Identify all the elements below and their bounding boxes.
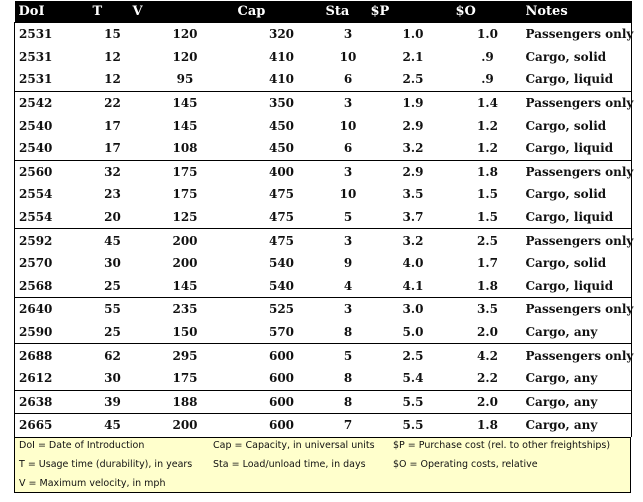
cell-p: 2.5 [402,72,424,87]
cell-doi: 2638 [15,390,93,414]
cell-doi: 2554 [15,183,93,206]
cell-v: 188 [133,390,238,414]
cell-p: 4.0 [402,256,424,271]
cell-doi: 2531 [15,68,93,91]
cell-cap: 350 [238,91,326,114]
cell-sta: 4 [343,278,353,293]
cell-cap: 570 [268,325,295,340]
table-row [15,91,632,114]
cell-notes: Cargo, any [520,367,632,390]
cell-o: .9 [481,49,494,64]
cell-v: 235 [133,298,238,321]
cell-sta: 10 [339,49,357,64]
cell-notes: Cargo, liquid [520,68,632,91]
cell-o: 1.7 [477,256,498,271]
legend-cap: Cap = Capacity, in universal units [213,439,375,451]
cell-cap: 320 [238,23,326,46]
cell-o: 1.0 [456,23,520,46]
cell-sta: 3 [326,23,371,46]
cell-doi: 2560 [15,160,93,183]
cell-notes: Cargo, solid [520,183,632,206]
cell-notes: Passengers only [520,23,632,46]
cell-t: 32 [93,160,133,183]
table-row [15,46,632,69]
cell-sta: 6 [343,72,353,87]
cell-cap: 600 [238,390,326,414]
cell-t: 25 [104,325,121,340]
cell-cap: 475 [238,229,326,252]
table-row [15,414,632,437]
cell-v: 175 [172,187,198,202]
cell-notes: Cargo, liquid [520,206,632,229]
cell-doi: 2540 [15,114,93,137]
cell-sta: 3 [326,229,371,252]
freightship-table-container [14,1,634,491]
cell-sta: 3 [326,91,371,114]
cell-sta: 6 [343,141,353,156]
cell-doi: 2665 [15,414,93,437]
table-row [15,252,632,275]
cell-t: 12 [104,49,121,64]
cell-v: 108 [172,141,198,156]
cell-notes: Cargo, liquid [520,137,632,160]
cell-v: 295 [133,344,238,367]
cell-p: 2.9 [402,118,424,133]
header-notes: Notes [520,1,632,23]
legend-p: $P = Purchase cost (rel. to other freightships) [393,439,611,451]
table-row [15,23,632,46]
legend-t: T = Usage time (durability), in years [19,458,193,470]
cell-p: 5.5 [371,414,456,437]
cell-o: 1.5 [477,187,498,202]
freightship-table [14,1,632,437]
cell-sta: 10 [339,187,357,202]
cell-sta: 5 [343,210,353,225]
cell-p: 2.1 [402,49,424,64]
header-p: $P [371,1,456,23]
cell-p: 5.5 [371,390,456,414]
cell-t: 17 [104,141,121,156]
cell-t: 30 [104,371,121,386]
cell-o: 2.2 [477,371,498,386]
table-row [15,390,632,414]
cell-doi: 2554 [15,206,93,229]
table-row [15,137,632,160]
cell-cap: 475 [268,210,295,225]
cell-v: 200 [172,256,198,271]
table-row [15,321,632,344]
cell-v: 175 [172,371,198,386]
cell-p: 2.9 [371,160,456,183]
cell-doi: 2592 [15,229,93,252]
cell-p: 1.9 [371,91,456,114]
cell-v: 200 [133,414,238,437]
cell-p: 5.0 [402,325,424,340]
cell-p: 3.0 [371,298,456,321]
header-doi: DoI [15,1,93,23]
legend-doi: DoI = Date of Introduction [19,439,145,451]
cell-v: 175 [133,160,238,183]
cell-p: 1.0 [371,23,456,46]
cell-v: 145 [172,118,198,133]
legend-o: $O = Operating costs, relative [393,458,538,470]
legend-box [14,437,631,493]
table-row [15,68,632,91]
cell-t: 12 [104,72,121,87]
cell-sta: 9 [343,256,353,271]
table-row [15,298,632,321]
cell-t: 17 [104,118,121,133]
cell-t: 62 [93,344,133,367]
cell-doi: 2531 [15,46,93,69]
cell-o: 2.5 [456,229,520,252]
cell-cap: 600 [268,371,295,386]
cell-v: 145 [133,91,238,114]
cell-notes: Passengers only [520,229,632,252]
cell-cap: 400 [238,160,326,183]
cell-t: 22 [93,91,133,114]
cell-o: 1.8 [456,160,520,183]
cell-notes: Cargo, any [520,321,632,344]
cell-notes: Cargo, solid [520,252,632,275]
cell-t: 23 [104,187,121,202]
header-sta: Sta [326,1,371,23]
cell-p: 3.2 [371,229,456,252]
cell-p: 3.7 [402,210,424,225]
cell-o: 3.5 [456,298,520,321]
cell-v: 150 [172,325,198,340]
cell-notes: Passengers only [520,344,632,367]
cell-sta: 8 [343,325,353,340]
cell-t: 45 [93,414,133,437]
cell-notes: Passengers only [520,298,632,321]
cell-doi: 2612 [15,367,93,390]
cell-cap: 450 [268,118,295,133]
table-row [15,183,632,206]
cell-sta: 8 [343,371,353,386]
cell-t: 55 [93,298,133,321]
cell-notes: Cargo, solid [520,114,632,137]
cell-notes: Passengers only [520,91,632,114]
table-row [15,367,632,390]
cell-p: 3.5 [402,187,424,202]
cell-p: 5.4 [402,371,424,386]
cell-doi: 2640 [15,298,93,321]
cell-sta: 7 [326,414,371,437]
cell-v: 120 [133,23,238,46]
cell-cap: 410 [268,72,295,87]
cell-sta: 3 [326,298,371,321]
table-row [15,275,632,298]
cell-notes: Cargo, solid [520,46,632,69]
cell-o: 1.5 [477,210,498,225]
cell-sta: 8 [326,390,371,414]
cell-doi: 2570 [15,252,93,275]
cell-v: 120 [172,49,198,64]
cell-cap: 600 [238,414,326,437]
cell-t: 39 [93,390,133,414]
cell-cap: 525 [238,298,326,321]
table-row [15,160,632,183]
cell-cap: 540 [268,256,295,271]
cell-doi: 2531 [15,23,93,46]
cell-sta: 5 [326,344,371,367]
cell-notes: Cargo, liquid [520,275,632,298]
cell-cap: 600 [238,344,326,367]
cell-cap: 450 [268,141,295,156]
cell-o: 1.8 [477,278,498,293]
cell-doi: 2688 [15,344,93,367]
cell-t: 45 [93,229,133,252]
cell-o: 4.2 [456,344,520,367]
legend-v: V = Maximum velocity, in mph [19,477,166,489]
table-row [15,206,632,229]
cell-notes: Passengers only [520,160,632,183]
cell-o: 2.0 [456,390,520,414]
header-t: T [93,1,133,23]
cell-doi: 2540 [15,137,93,160]
cell-sta: 10 [339,118,357,133]
table-row [15,344,632,367]
cell-cap: 475 [268,187,295,202]
cell-o: 1.2 [477,141,498,156]
legend-sta: Sta = Load/unload time, in days [213,458,366,470]
cell-doi: 2568 [15,275,93,298]
cell-p: 4.1 [402,278,424,293]
cell-v: 200 [133,229,238,252]
header-v: V [133,1,238,23]
cell-notes: Cargo, any [520,414,632,437]
cell-t: 25 [104,278,121,293]
cell-cap: 410 [268,49,295,64]
table-row [15,114,632,137]
cell-doi: 2590 [15,321,93,344]
cell-o: 2.0 [477,325,498,340]
cell-v: 95 [176,72,194,87]
cell-sta: 3 [326,160,371,183]
cell-v: 125 [172,210,198,225]
header-row [15,1,632,23]
cell-v: 145 [172,278,198,293]
cell-doi: 2542 [15,91,93,114]
table-body [15,23,632,437]
cell-o: .9 [481,72,494,87]
cell-o: 1.4 [456,91,520,114]
cell-o: 1.2 [477,118,498,133]
header-o: $O [456,1,520,23]
table-row [15,229,632,252]
cell-p: 2.5 [371,344,456,367]
cell-notes: Cargo, any [520,390,632,414]
cell-cap: 540 [268,278,295,293]
cell-t: 20 [104,210,121,225]
cell-t: 15 [93,23,133,46]
cell-p: 3.2 [402,141,424,156]
header-cap: Cap [238,1,326,23]
cell-t: 30 [104,256,121,271]
cell-o: 1.8 [456,414,520,437]
